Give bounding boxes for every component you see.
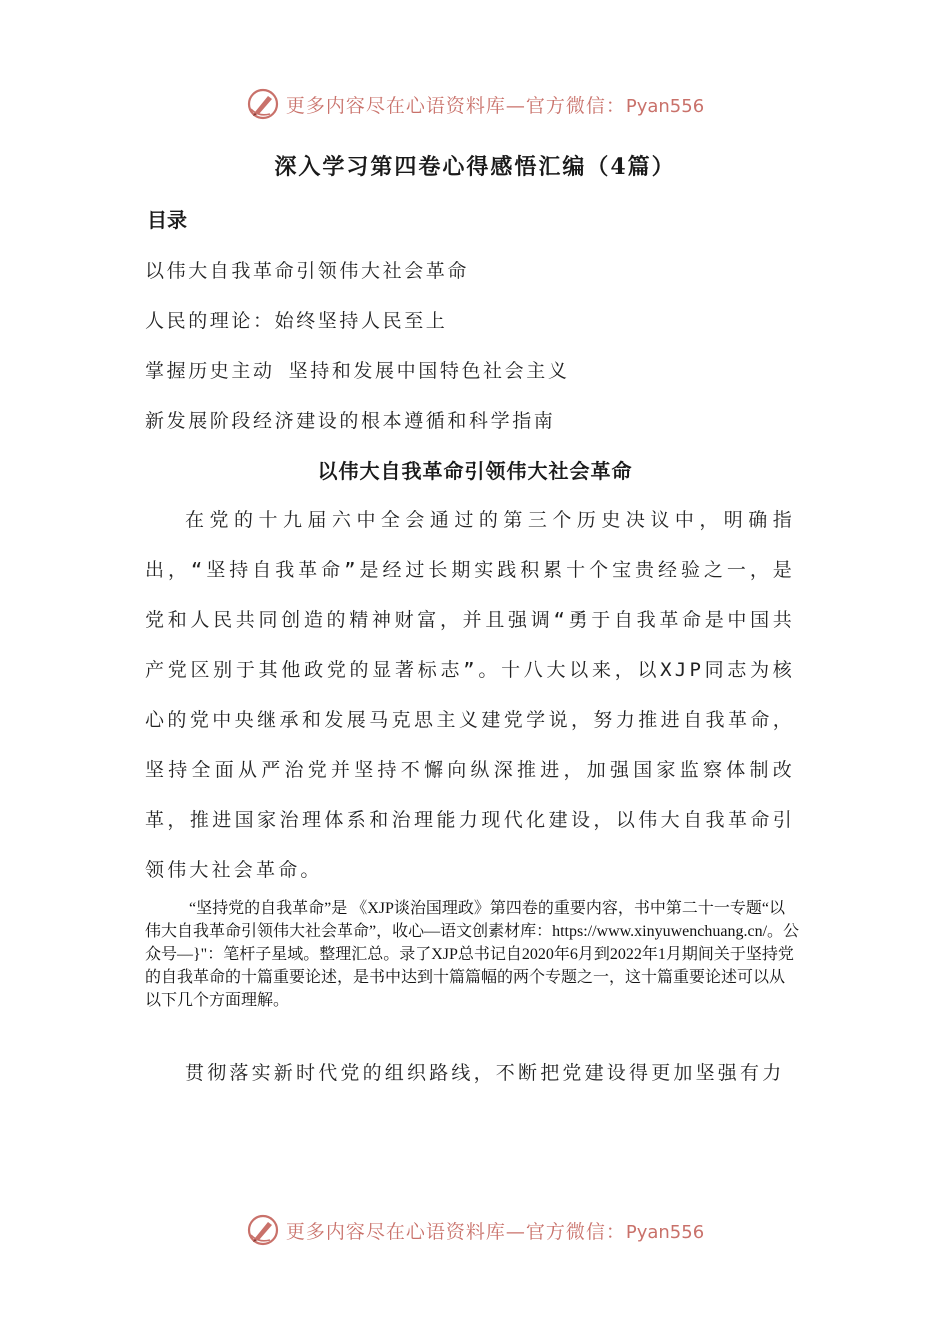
- footer-banner: [0, 1208, 950, 1252]
- toc-item-2[interactable]: 人民的理论：始终坚持人民至上: [145, 310, 448, 332]
- banner-wechat: Pyan556: [625, 95, 705, 117]
- paragraph-2: “坚持党的自我革命”是 《XJP谈治国理政》第四卷的重要内容，书中第二十一专题“以伟大自我革命引领伟大社会革命”，收心—语文创素材库：https://www.xinyuwenchuang.cn/。公众号—}"：笔杆子星域。整理汇总。录了XJP总书记自2020年6月到2022年1月期间关于坚持党的自我革命的十篇重要论述，是书中达到十篇篇幅的两个专题之一，这十篇重要论述可以从以下几个方面理解。: [145, 900, 800, 1009]
- section-title: 以伟大自我革命引领伟大社会革命: [317, 459, 633, 483]
- paragraph-3: 贯彻落实新时代党的组织路线，不断把党建设得更加坚强有力: [185, 1062, 785, 1084]
- pen-logo-icon: [246, 1213, 280, 1247]
- banner-wechat: Pyan556: [625, 1221, 705, 1243]
- toc-heading: 目录: [147, 208, 187, 232]
- pen-logo-icon: [246, 87, 280, 121]
- document-title: 深入学习第四卷心得感悟汇编（4篇）: [274, 154, 676, 180]
- toc-item-3[interactable]: 掌握历史主动 坚持和发展中国特色社会主义: [145, 360, 570, 382]
- header-banner: [0, 82, 950, 126]
- toc-item-4[interactable]: 新发展阶段经济建设的根本遵循和科学指南: [145, 410, 556, 432]
- banner-text: 更多内容尽在心语资料库—官方微信：Pyan556: [285, 1220, 705, 1243]
- banner-text: 更多内容尽在心语资料库—官方微信：Pyan556: [285, 94, 705, 117]
- toc-item-1[interactable]: 以伟大自我革命引领伟大社会革命: [145, 260, 470, 282]
- paragraph-1: 在党的十九届六中全会通过的第三个历史决议中，明确指出，“坚持自我革命”是经过长期实践积累十个宝贵经验之一，是党和人民共同创造的精神财富，并且强调“勇于自我革命是中国共产党区别于其他政党的显著标志”。十八大以来，以XJP同志为核心的党中央继承和发展马克思主义建党学说，努力推进自我革命，坚持全面从严治党并坚持不懈向纵深推进，加强国家监察体制改革，推进国家治理体系和治理能力现代化建设，以伟大自我革命引领伟大社会革命。: [145, 509, 795, 881]
